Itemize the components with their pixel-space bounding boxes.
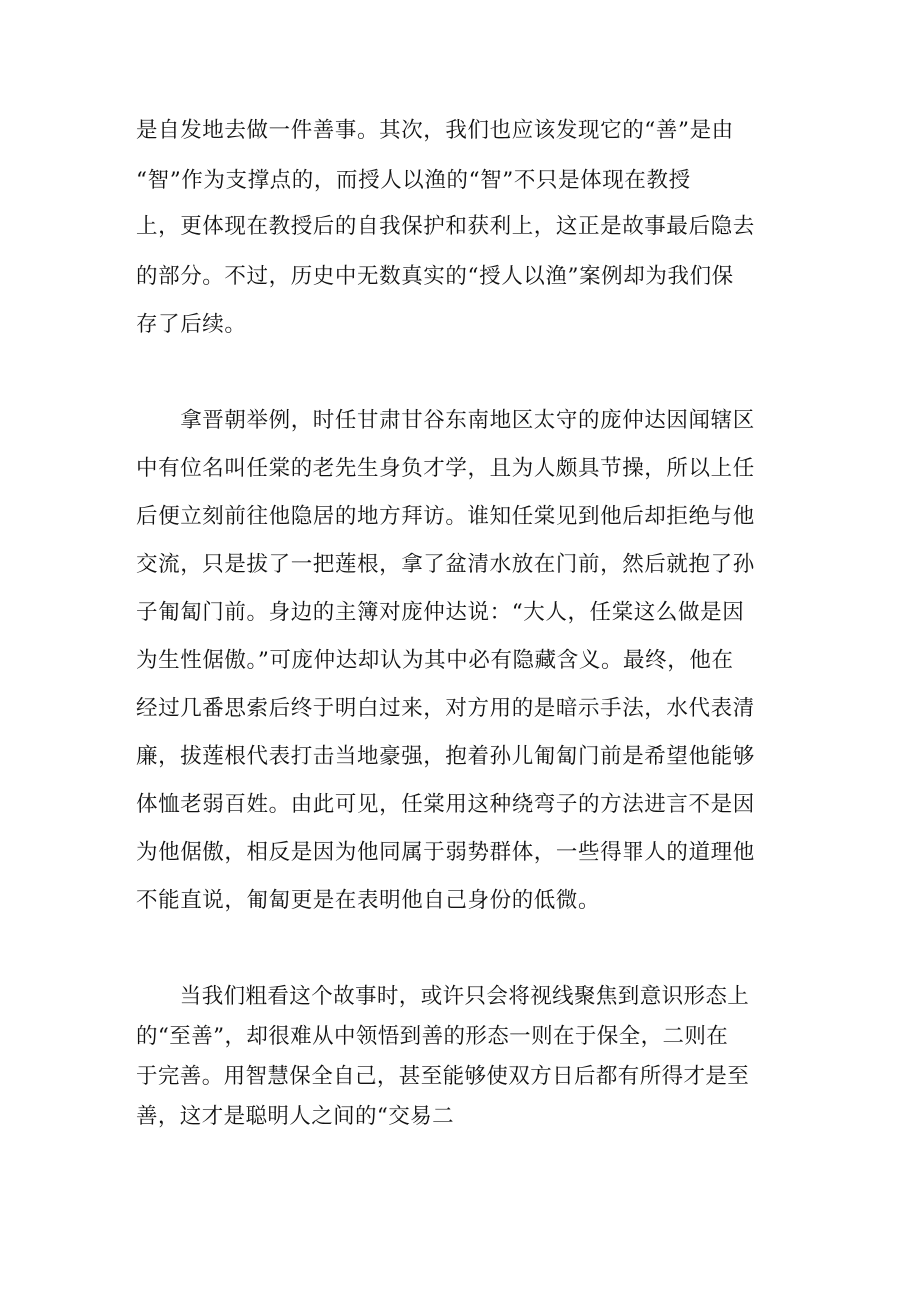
- text-line: 交流，只是拔了一把莲根，拿了盆清水放在门前，然后就抱了孙: [136, 552, 755, 577]
- text-line: 后便立刻前往他隐居的地方拜访。谁知任棠见到他后却拒绝与他: [136, 504, 755, 529]
- text-line: 中有位名叫任棠的老先生身负才学，且为人颇具节操，所以上任: [136, 456, 755, 481]
- text-line: 于完善。用智慧保全自己，甚至能够使双方日后都有所得才是至: [136, 1064, 750, 1089]
- text-line: 体恤老弱百姓。由此可见，任棠用这种绕弯子的方法进言不是因: [136, 792, 755, 817]
- text-line: 子匍匐门前。身边的主簿对庞仲达说：“大人，任棠这么做是因: [136, 600, 745, 625]
- text-line: 当我们粗看这个故事时，或许只会将视线聚焦到意识形态上: [136, 984, 750, 1009]
- text-line: 为生性倨傲。”可庞仲达却认为其中必有隐藏含义。最终，他在: [136, 648, 734, 673]
- text-line: 的部分。不过，历史中无数真实的“授人以渔”案例却为我们保: [136, 264, 734, 289]
- text-line: 不能直说，匍匐更是在表明他自己身份的低微。: [136, 888, 601, 913]
- text-line: 存了后续。: [136, 312, 247, 337]
- text-line: 经过几番思索后终于明白过来，对方用的是暗示手法，水代表清: [136, 696, 755, 721]
- text-line: 拿晋朝举例，时任甘肃甘谷东南地区太守的庞仲达因闻辖区: [136, 408, 755, 433]
- text-line: “智”作为支撑点的，而授人以渔的“智”不只是体现在教授: [136, 168, 691, 193]
- text-line: 是自发地去做一件善事。其次，我们也应该发现它的“善”是由: [136, 118, 734, 143]
- text-line: 上，更体现在教授后的自我保护和获利上，这正是故事最后隐去: [136, 214, 755, 239]
- text-line: 为他倨傲，相反是因为他同属于弱势群体，一些得罪人的道理他: [136, 840, 755, 865]
- text-line: 廉，拔莲根代表打击当地豪强，抱着孙儿匍匐门前是希望他能够: [136, 744, 755, 769]
- text-line: 的“至善”，却很难从中领悟到善的形态一则在于保全，二则在: [136, 1024, 729, 1049]
- text-line: 善，这才是聪明人之间的“交易二: [136, 1104, 454, 1129]
